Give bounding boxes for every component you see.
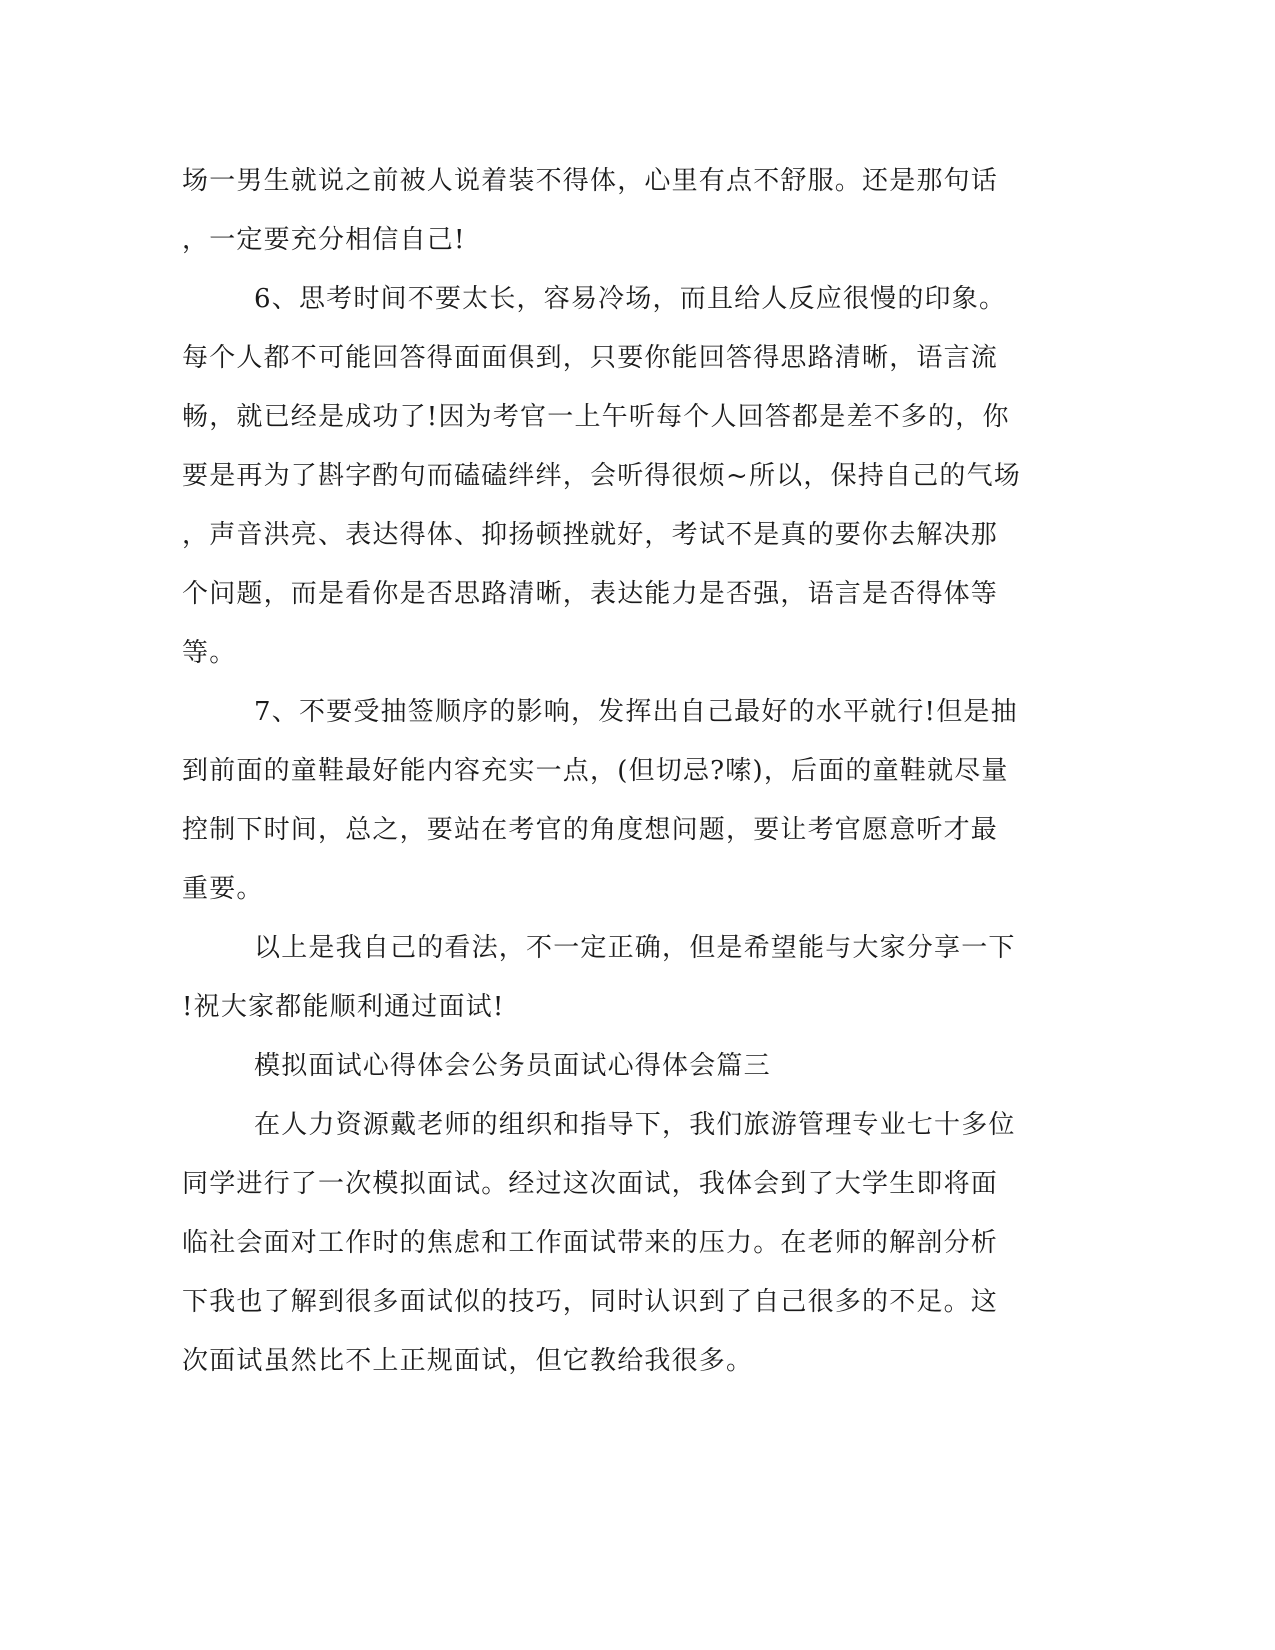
paragraph-start-line: 6、思考时间不要太长，容易冷场，而且给人反应很慢的印象。 bbox=[254, 284, 1007, 314]
text-line: 同学进行了一次模拟面试。经过这次面试，我体会到了大学生即将面 bbox=[182, 1169, 999, 1199]
text-line: ，一定要充分相信自己! bbox=[182, 225, 466, 255]
paragraph-start-line: 7、不要受抽签顺序的影响，发挥出自己最好的水平就行!但是抽 bbox=[254, 697, 1018, 727]
section-heading: 模拟面试心得体会公务员面试心得体会篇三 bbox=[254, 1051, 771, 1081]
text-line: 等。 bbox=[182, 638, 237, 668]
text-line: 场一男生就说之前被人说着装不得体，心里有点不舒服。还是那句话 bbox=[182, 166, 999, 196]
paragraph-start-line: 在人力资源戴老师的组织和指导下，我们旅游管理专业七十多位 bbox=[254, 1110, 1016, 1140]
text-line: 每个人都不可能回答得面面俱到，只要你能回答得思路清晰，语言流 bbox=[182, 343, 999, 373]
text-line: 下我也了解到很多面试似的技巧，同时认识到了自己很多的不足。这 bbox=[182, 1287, 999, 1317]
text-line: 要是再为了斟字酌句而磕磕绊绊，会听得很烦~所以，保持自己的气场 bbox=[182, 461, 1021, 491]
text-line: 控制下时间，总之，要站在考官的角度想问题，要让考官愿意听才最 bbox=[182, 815, 999, 845]
text-line: 次面试虽然比不上正规面试，但它教给我很多。 bbox=[182, 1346, 754, 1376]
text-line: 畅，就已经是成功了!因为考官一上午听每个人回答都是差不多的，你 bbox=[182, 402, 1010, 432]
text-line: 重要。 bbox=[182, 874, 264, 904]
text-line: ，声音洪亮、表达得体、抑扬顿挫就好，考试不是真的要你去解决那 bbox=[182, 520, 999, 550]
text-line: !祝大家都能顺利通过面试! bbox=[182, 992, 505, 1022]
text-line: 临社会面对工作时的焦虑和工作面试带来的压力。在老师的解剖分析 bbox=[182, 1228, 999, 1258]
text-line: 个问题，而是看你是否思路清晰，表达能力是否强，语言是否得体等 bbox=[182, 579, 999, 609]
text-line: 到前面的童鞋最好能内容充实一点，(但切忌?嗦)，后面的童鞋就尽量 bbox=[182, 756, 1009, 786]
paragraph-start-line: 以上是我自己的看法，不一定正确，但是希望能与大家分享一下 bbox=[254, 933, 1016, 963]
